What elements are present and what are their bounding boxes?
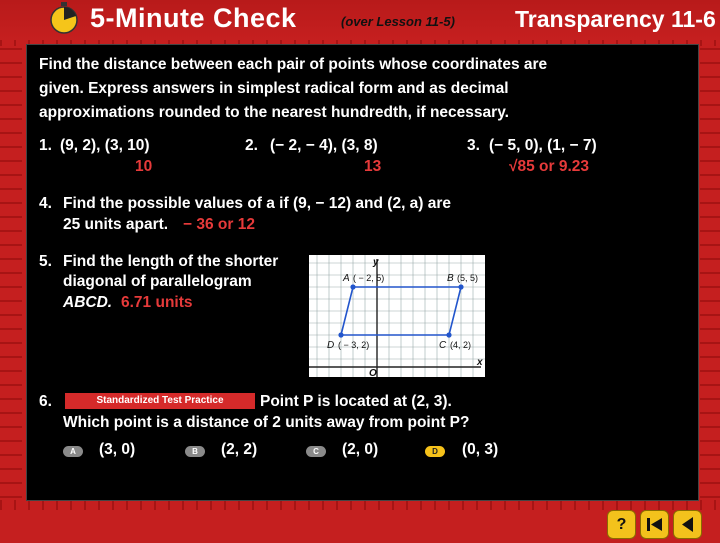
q2-text: (− 2, − 4), (3, 8) xyxy=(270,137,378,154)
instructions-line: Find the distance between each pair of points whose coordinates are xyxy=(39,56,548,73)
instructions-line: given. Express answers in simplest radical form and as decimal xyxy=(39,80,509,97)
parallelogram-graph xyxy=(309,255,485,377)
instructions-line: approximations rounded to the nearest hundredth, if necessary. xyxy=(39,104,509,121)
point-b xyxy=(458,284,463,289)
q1-number: 1. xyxy=(39,137,52,154)
q4-answer: − 36 or 12 xyxy=(183,216,255,233)
choice-c-text[interactable]: (2, 0) xyxy=(342,441,379,458)
q6-line2: Which point is a distance of 2 units away from point P? xyxy=(63,414,470,431)
standardized-test-badge: Standardized Test Practice xyxy=(65,393,255,409)
choice-b-text[interactable]: (2, 2) xyxy=(221,441,258,458)
q4-number: 4. xyxy=(39,195,52,212)
ruler-strip-left xyxy=(0,48,22,498)
label-y: y xyxy=(373,257,379,268)
point-a xyxy=(350,284,355,289)
q5-line3: ABCD. xyxy=(63,294,113,311)
label-a: A xyxy=(343,273,350,284)
q3-text: (− 5, 0), (1, − 7) xyxy=(489,137,597,154)
page-title: 5-Minute Check xyxy=(90,3,297,33)
label-origin: O xyxy=(369,368,377,377)
coordinate-grid xyxy=(309,255,485,377)
q3-answer xyxy=(509,158,589,176)
q2-number: 2. xyxy=(245,137,258,154)
q1-text: (9, 2), (3, 10) xyxy=(60,137,150,154)
rewind-icon xyxy=(641,511,668,538)
choice-a-text[interactable]: (3, 0) xyxy=(99,441,136,458)
q4-line1: Find the possible values of a if (9, − 12) and (2, a) are xyxy=(63,195,452,212)
header-bar xyxy=(0,0,720,40)
instructions xyxy=(39,53,547,125)
lesson-subtitle: (over Lesson 11-5) xyxy=(341,14,455,29)
q6-number: 6. xyxy=(39,393,52,410)
choice-c-badge[interactable]: C xyxy=(306,446,326,457)
label-d: D xyxy=(327,340,335,351)
label-b-coord: (5, 5) xyxy=(457,273,479,283)
point-d xyxy=(338,332,343,337)
q3-answer-decimal: or 9.23 xyxy=(534,158,590,175)
content-panel xyxy=(26,44,699,501)
label-x: x xyxy=(477,357,483,368)
q3-number: 3. xyxy=(467,137,480,154)
q2-answer: 13 xyxy=(364,158,382,175)
back-button[interactable] xyxy=(640,510,669,539)
transparency-label: Transparency 11-6 xyxy=(515,6,716,32)
q1-answer: 10 xyxy=(135,158,153,175)
choice-b-badge[interactable]: B xyxy=(185,446,205,457)
label-d-coord: ( − 3, 2) xyxy=(338,340,370,350)
q5-number: 5. xyxy=(39,253,52,270)
q6-line1: Point P is located at (2, 3). xyxy=(260,393,452,410)
q5-line1: Find the length of the shorter xyxy=(63,253,279,270)
q5-answer: 6.71 units xyxy=(121,294,193,311)
choice-a-badge[interactable]: A xyxy=(63,446,83,457)
previous-icon xyxy=(674,511,701,538)
q5-line2: diagonal of parallelogram xyxy=(63,273,252,290)
q3-answer-radical: √85 xyxy=(509,158,535,175)
label-c: C xyxy=(439,340,447,351)
label-b: B xyxy=(447,273,454,284)
previous-button[interactable] xyxy=(673,510,702,539)
label-c-coord: (4, 2) xyxy=(450,340,472,350)
q4-line2: 25 units apart. xyxy=(63,216,169,233)
ruler-strip-right xyxy=(700,48,720,498)
help-button[interactable] xyxy=(607,510,636,539)
label-a-coord: ( − 2, 5) xyxy=(353,273,385,283)
choice-d-badge[interactable]: D xyxy=(425,446,445,457)
point-c xyxy=(446,332,451,337)
help-icon: ? xyxy=(616,516,627,533)
stopwatch-icon xyxy=(48,2,80,34)
ruler-strip-bottom xyxy=(0,500,720,510)
choice-d-text[interactable]: (0, 3) xyxy=(462,441,499,458)
